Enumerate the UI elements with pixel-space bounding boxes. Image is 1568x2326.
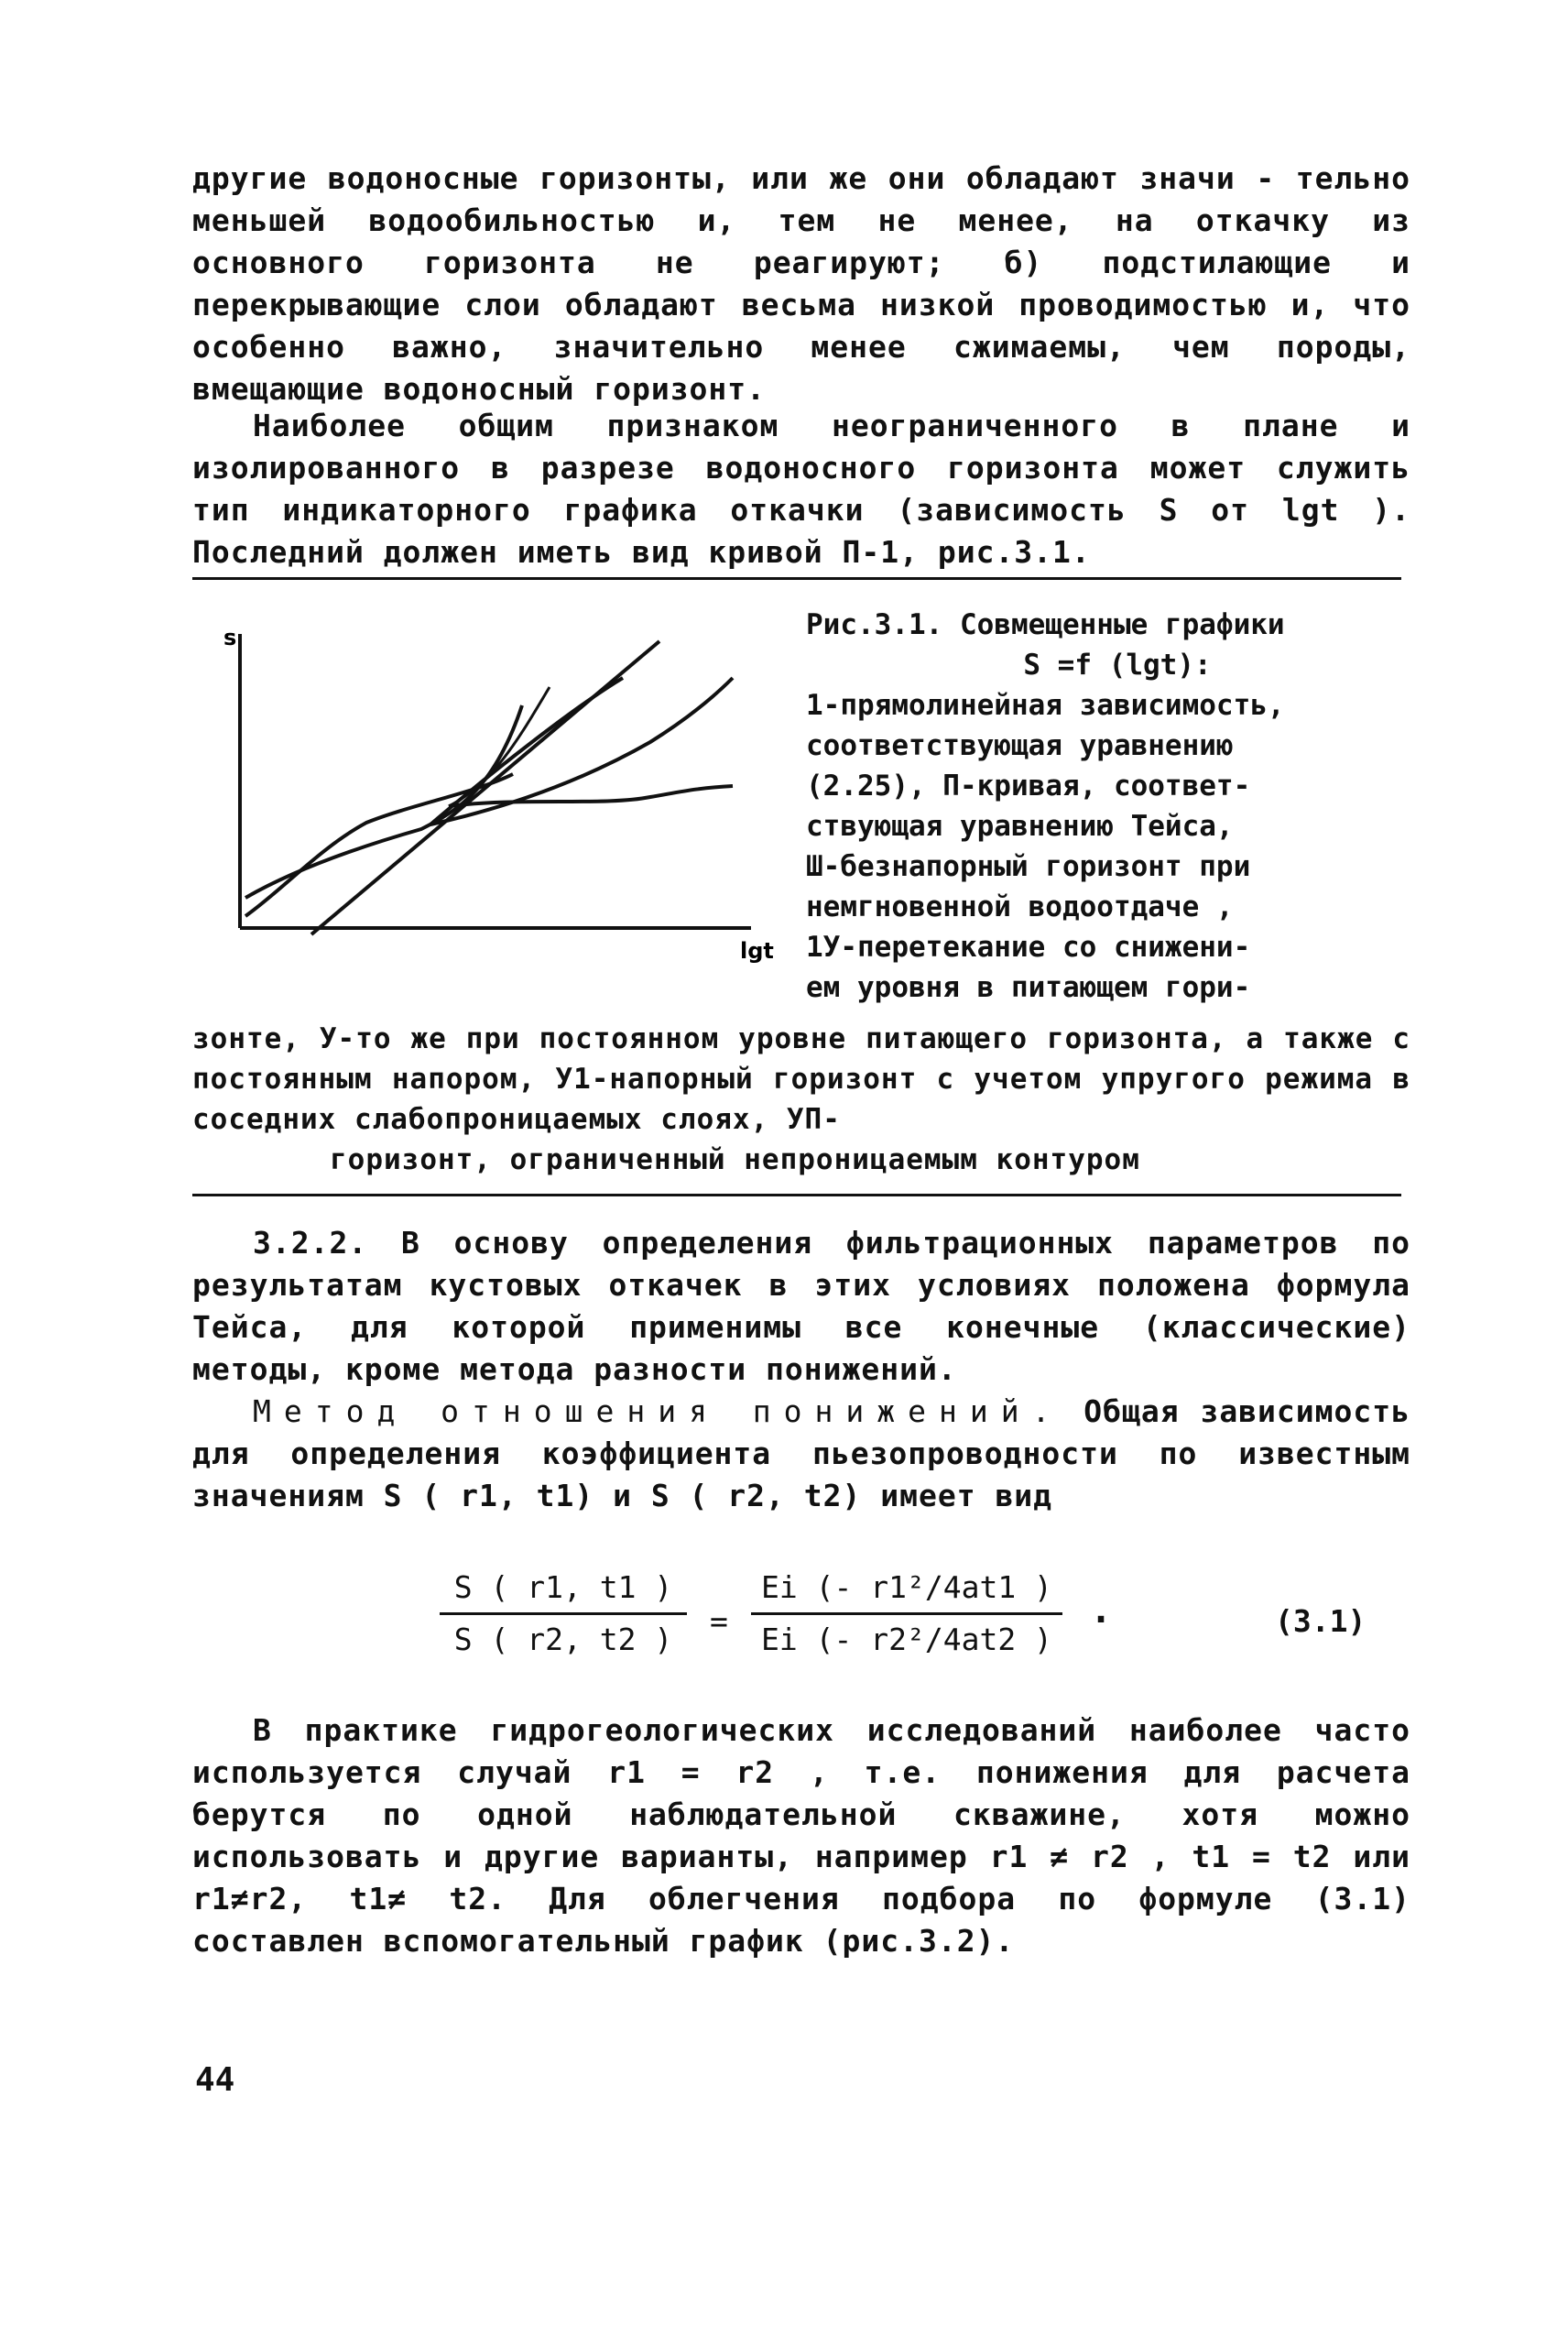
caption-continuation: зонте, У-то же при постоянном уровне питающего горизонта, а также с постоянным напором, У1-напорный горизонт с учетом упругого режима в соседних слабопроницаемых слоях, УП- bbox=[192, 1022, 1410, 1136]
formula-equals: = bbox=[710, 1603, 728, 1639]
caption-line-8: немгновенной водоотдаче , bbox=[806, 890, 1234, 923]
caption-line-4: соответствующая уравнению bbox=[806, 729, 1234, 762]
paragraph-5: В практике гидрогеологических исследований наиболее часто используется случай r1 = r2 , т.е. понижения для расчета берутся по одной наблюдательной скважине, хотя можно использовать и другие варианты, например r1 ≠ r2 , t1 = t2 или r1≠r2, t1≠ t2. Для облегчения подбора по формуле (3.1) составлен вспомогательный график (рис.3.2). bbox=[192, 1712, 1410, 1959]
page-number: 44 bbox=[195, 2061, 235, 2099]
formula-3-1 bbox=[394, 1548, 1420, 1676]
caption-line-10: ем уровня в питающем гори- bbox=[806, 971, 1251, 1004]
formula-rhs-numerator: Ei (- r1²/4at1 ) bbox=[761, 1569, 1052, 1605]
figure-caption bbox=[806, 605, 1429, 1008]
caption-line-6: ствующая уравнению Тейса, bbox=[806, 810, 1234, 843]
caption-line-1: Рис.3.1. Совмещенные графики bbox=[806, 608, 1285, 641]
paragraph-4-text: Общая зависимость для определения коэффициента пьезопроводности по известным значениям S ( r1, t1) и S ( r2, t2) имеет вид bbox=[192, 1393, 1410, 1513]
formula-rhs bbox=[751, 1567, 1062, 1661]
formula-dot: . bbox=[1090, 1589, 1113, 1632]
caption-end: горизонт, ограниченный непроницаемым контуром bbox=[330, 1143, 1140, 1176]
formula-rhs-bar bbox=[751, 1612, 1062, 1615]
formula-lhs-bar bbox=[440, 1612, 687, 1615]
formula-lhs bbox=[440, 1567, 687, 1661]
figure-3-1-graph bbox=[220, 623, 788, 989]
method-title: Метод отношения понижений. bbox=[253, 1393, 1063, 1429]
paragraph-1: другие водоносные горизонты, или же они обладают значи - тельно меньшей водообильностью и, тем не менее, на откачку из основного горизонта не реагируют; б) подстилающие и перекрывающие слои обладают весьма низкой проводимостью и, что особенно важно, значительно менее сжимаемы, чем породы, вмещающие водоносный горизонт. bbox=[192, 160, 1410, 407]
figure-top-rule bbox=[192, 577, 1401, 580]
caption-line-7: Ш-безнапорный горизонт при bbox=[806, 850, 1251, 883]
paragraph-4 bbox=[192, 1391, 1410, 1517]
figure-bottom-rule bbox=[192, 1194, 1401, 1196]
curve-straight-1 bbox=[311, 641, 659, 934]
paragraph-3: 3.2.2. В основу определения фильтрационных параметров по результатам кустовых откачек в этих условиях положена формула Тейса, для которой применимы все конечные (классические) методы, кроме метода разности понижений. bbox=[192, 1225, 1410, 1387]
formula-rhs-denominator: Ei (- r2²/4at2 ) bbox=[761, 1622, 1052, 1657]
caption-line-2: S =f (lgt): bbox=[1023, 649, 1212, 682]
y-axis-label: s bbox=[223, 625, 237, 650]
caption-line-3: 1-прямолинейная зависимость, bbox=[806, 689, 1285, 722]
formula-lhs-denominator: S ( r2, t2 ) bbox=[453, 1622, 673, 1657]
formula-lhs-numerator: S ( r1, t1 ) bbox=[453, 1569, 673, 1605]
curve-v bbox=[449, 786, 733, 806]
x-axis-label: lgt bbox=[740, 938, 774, 964]
caption-line-5: (2.25), П-кривая, соответ- bbox=[806, 770, 1251, 803]
formula-number: (3.1) bbox=[1275, 1603, 1367, 1639]
caption-line-9: 1У-перетекание со снижени- bbox=[806, 931, 1251, 964]
paragraph-2: Наиболее общим признаком неограниченного в плане и изолированного в разрезе водоносного горизонта может служить тип индикаторного графика откачки (зависимость S от lgt ). Последний должен иметь вид кривой П-1, рис.3.1. bbox=[192, 408, 1410, 570]
